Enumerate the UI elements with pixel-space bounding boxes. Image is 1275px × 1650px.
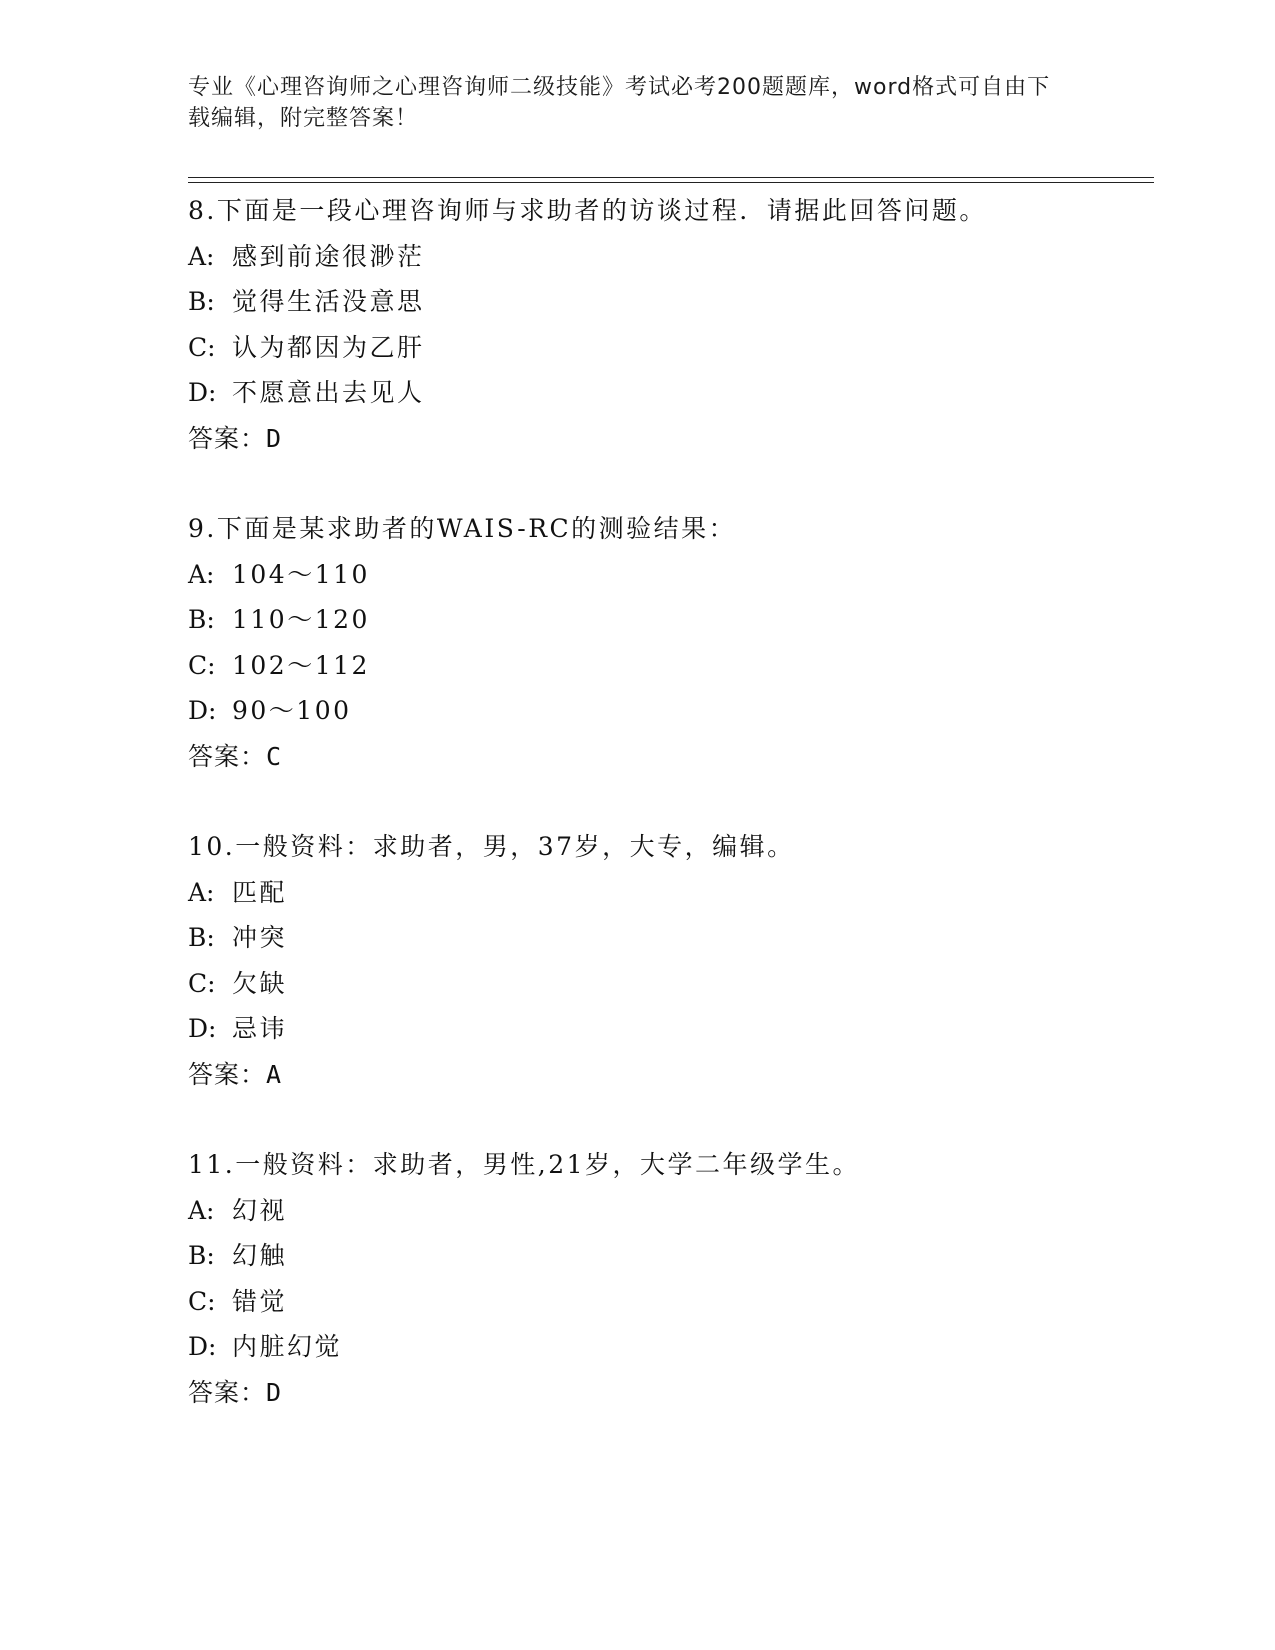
option-d	[188, 1324, 1148, 1370]
option-text: 匹配	[232, 877, 288, 907]
option-c	[188, 961, 1148, 1007]
option-letter: C:	[188, 332, 216, 362]
header-divider-top	[188, 177, 1154, 178]
option-a	[188, 552, 1148, 598]
option-text: 110～120	[232, 605, 370, 634]
option-text: 忌讳	[232, 1014, 288, 1043]
answer-line: 答案：D	[188, 423, 283, 453]
option-b	[188, 597, 1148, 643]
question-9	[188, 506, 1148, 779]
option-letter: B:	[188, 605, 215, 634]
option-b	[188, 915, 1148, 961]
option-text: 觉得生活没意思	[232, 287, 425, 316]
header-divider-bottom	[188, 182, 1154, 183]
question-stem: 9.下面是某求助者的WAIS-RC的测验结果：	[188, 514, 737, 543]
option-c	[188, 1279, 1148, 1325]
question-stem: 10.一般资料：求助者，男，37岁，大专，编辑。	[188, 832, 795, 861]
option-d	[188, 1006, 1148, 1052]
option-a	[188, 870, 1148, 916]
answer-line: 答案：C	[188, 741, 283, 771]
option-letter: A:	[188, 1195, 215, 1225]
answer-line: 答案：A	[188, 1059, 283, 1089]
option-text: 幻触	[232, 1241, 288, 1270]
option-text: 102～112	[232, 650, 370, 680]
option-letter: B:	[188, 923, 215, 952]
option-b	[188, 279, 1148, 325]
option-letter: B:	[188, 287, 215, 316]
option-letter: D:	[188, 1332, 217, 1361]
option-text: 不愿意出去见人	[232, 378, 425, 407]
question-8	[188, 188, 1148, 461]
question-11	[188, 1142, 1148, 1415]
option-text: 欠缺	[232, 968, 288, 998]
option-letter: A:	[188, 241, 215, 271]
option-text: 错觉	[232, 1286, 288, 1316]
option-letter: C:	[188, 1286, 216, 1316]
option-letter: A:	[188, 559, 215, 589]
option-letter: D:	[188, 378, 217, 407]
question-stem: 11.一般资料：求助者，男性,21岁，大学二年级学生。	[188, 1150, 861, 1179]
question-stem: 8.下面是一段心理咨询师与求助者的访谈过程．请据此回答问题。	[188, 196, 987, 225]
answer-line: 答案：D	[188, 1377, 283, 1407]
option-c	[188, 643, 1148, 689]
option-a	[188, 1188, 1148, 1234]
option-letter: B:	[188, 1241, 215, 1270]
option-letter: D:	[188, 1014, 217, 1043]
option-d	[188, 688, 1148, 734]
option-text: 90～100	[232, 696, 352, 725]
option-text: 内脏幻觉	[232, 1332, 343, 1361]
option-text: 认为都因为乙肝	[232, 332, 425, 362]
option-letter: D:	[188, 696, 217, 725]
question-10	[188, 824, 1148, 1097]
document-header: 专业《心理咨询师之心理咨询师二级技能》考试必考200题题库，word格式可自由下载编辑，附完整答案！	[188, 75, 1051, 131]
option-a	[188, 234, 1148, 280]
option-text: 104～110	[232, 559, 370, 589]
option-text: 幻视	[232, 1195, 288, 1225]
option-c	[188, 325, 1148, 371]
option-text: 冲突	[232, 923, 288, 952]
option-text: 感到前途很渺茫	[232, 241, 425, 271]
option-letter: A:	[188, 877, 215, 907]
option-letter: C:	[188, 968, 216, 998]
option-d	[188, 370, 1148, 416]
option-letter: C:	[188, 650, 216, 680]
option-b	[188, 1233, 1148, 1279]
